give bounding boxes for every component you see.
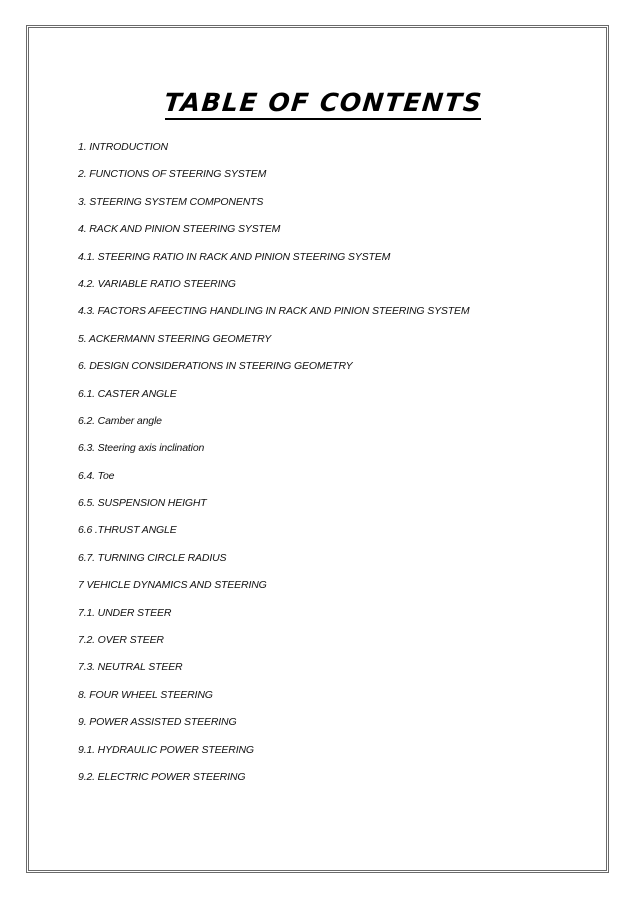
- toc-entry: 9.1. HYDRAULIC POWER STEERING: [78, 743, 254, 756]
- toc-entry: 1. INTRODUCTION: [78, 141, 168, 153]
- toc-entry: 5. ACKERMANN STEERING GEOMETRY: [78, 332, 272, 345]
- toc-entry: 9.2. ELECTRIC POWER STEERING: [78, 770, 246, 783]
- toc-entry: 4. RACK AND PINION STEERING SYSTEM: [78, 223, 281, 236]
- toc-entry: 6.1. CASTER ANGLE: [78, 387, 177, 400]
- toc-entry: 4.1. STEERING RATIO IN RACK AND PINION STEERING SYSTEM: [78, 250, 391, 263]
- toc-entry: 4.3. FACTORS AFEECTING HANDLING IN RACK AND PINION STEERING SYSTEM: [78, 305, 470, 318]
- toc-entry: 6.3. Steering axis inclination: [78, 442, 205, 455]
- toc-entry: 6. DESIGN CONSIDERATIONS IN STEERING GEOMETRY: [78, 360, 353, 373]
- toc-entry: 3. STEERING SYSTEM COMPONENTS: [78, 195, 264, 208]
- title-underline: [165, 118, 481, 120]
- toc-entry: 7.2. OVER STEER: [78, 634, 164, 647]
- toc-entry: 7.1. UNDER STEER: [78, 606, 172, 619]
- toc-entry: 7 VEHICLE DYNAMICS AND STEERING: [78, 579, 267, 592]
- table-of-contents-list: [78, 140, 470, 797]
- page-title: TABLE OF CONTENTS: [162, 88, 485, 117]
- toc-entry: 6.6 .THRUST ANGLE: [78, 524, 177, 537]
- toc-entry: 6.2. Camber angle: [78, 414, 162, 427]
- toc-entry: 6.4. Toe: [78, 469, 115, 482]
- toc-entry: 2. FUNCTIONS OF STEERING SYSTEM: [78, 168, 267, 181]
- toc-entry: 8. FOUR WHEEL STEERING: [78, 688, 213, 701]
- toc-entry: 4.2. VARIABLE RATIO STEERING: [78, 277, 236, 290]
- toc-entry: 7.3. NEUTRAL STEER: [78, 661, 183, 674]
- toc-entry: 6.7. TURNING CIRCLE RADIUS: [78, 551, 227, 564]
- toc-entry: 9. POWER ASSISTED STEERING: [78, 716, 237, 729]
- toc-entry: 6.5. SUSPENSION HEIGHT: [78, 497, 207, 510]
